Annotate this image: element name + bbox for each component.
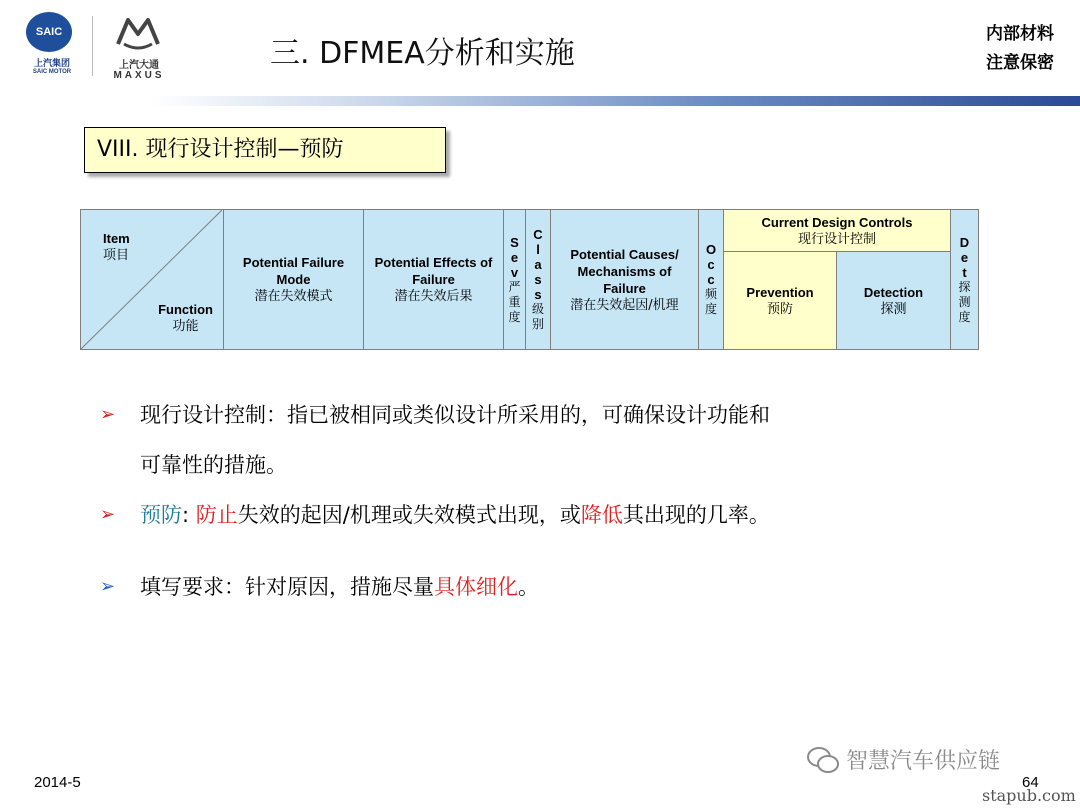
causes-en-3: Failure [603,280,646,296]
occ-char: c [707,272,715,287]
failure-mode-cn: 潜在失效模式 [254,289,333,304]
saic-logo-cn: 上汽集团 [33,59,70,69]
item-label-en: Item [103,231,130,246]
bullet-2-label: 预防 [140,503,182,527]
effects-en: Potential Effects of Failure [374,255,493,287]
det-char: 探 [958,279,971,294]
arrow-bullet-icon: ➢ [100,504,116,525]
item-function-cell [81,210,224,350]
sev-char: 度 [508,309,521,324]
occ-char: c [707,257,715,272]
saic-logo-en: SAIC MOTOR [32,69,72,75]
det-char: 测 [958,294,971,309]
saic-logo-mark: SAIC [26,12,72,52]
current-controls-header [724,210,951,252]
footer-date: 2014-5 [34,774,81,791]
det-char: D [959,234,970,250]
site-watermark: stapub.com [982,786,1076,805]
detection-header [837,252,951,350]
bullet-2-colon: : [182,503,196,527]
dfmea-header-table [80,209,979,350]
watermark [806,744,1000,775]
confidential-line-2: 注意保密 [986,53,1054,73]
arrow-bullet-icon: ➢ [100,576,116,597]
sev-char: 严 [508,279,521,294]
detection-cn: 探测 [880,301,907,317]
sev-char: v [510,264,519,280]
bullet-item [100,562,980,612]
logo-divider [92,16,93,76]
bullet-2-middle: 失效的起因/机理或失效模式出现，或 [237,503,581,527]
class-char: C [533,227,543,242]
class-char: 别 [531,317,544,331]
watermark-text: 智慧汽车供应链 [846,749,1001,774]
header-gradient-bar [150,96,1080,106]
bullet-3-text: 填写要求：针对原因，措施尽量 [140,575,434,599]
det-char: t [962,264,967,280]
maxus-logo-cn: 上汽大通 [119,60,159,71]
occ-char: 频 [704,287,717,301]
det-char: e [960,249,969,265]
bullet-1-continuation: 可靠性的措施。 [140,453,287,477]
failure-mode-en: Potential Failure Mode [242,255,345,287]
occ-char: O [705,242,717,257]
causes-header [551,210,699,350]
maxus-emblem-icon [114,14,162,50]
prevention-header [724,252,837,350]
effects-cn: 潜在失效后果 [394,289,473,304]
confidential-line-1: 内部材料 [986,24,1054,44]
sev-char: S [510,234,519,250]
section-title: VIII. 现行设计控制—预防 [84,127,446,173]
detection-rating-header [951,210,979,350]
causes-en-2: Mechanisms of [577,263,672,279]
bullet-3-end: 。 [518,575,539,599]
page-title: 三. DFMEA分析和实施 [270,36,575,71]
prevention-en: Prevention [746,284,814,300]
controls-en: Current Design Controls [761,214,913,230]
wechat-icon [806,746,840,774]
det-char: 度 [958,309,971,324]
bullet-1-text: 现行设计控制：指已被相同或类似设计所采用的，可确保设计功能和 [140,403,770,427]
detection-en: Detection [863,284,924,300]
effects-header [364,210,504,350]
function-label-cn: 功能 [172,319,199,334]
occ-char: 度 [704,302,717,316]
controls-cn: 现行设计控制 [797,231,876,247]
bullet-2-end: 其出现的几率。 [622,503,770,527]
occurrence-header [699,210,724,350]
page-number: 64 [1022,774,1039,791]
class-header [526,210,551,350]
bullet-2-highlight-2: 降低 [580,503,623,527]
causes-cn: 潜在失效起因/机理 [570,297,679,313]
causes-en-1: Potential Causes/ [570,246,679,262]
bullet-list [100,390,980,612]
saic-logo [24,12,76,78]
confidential-label [986,20,1054,78]
sev-char: 重 [508,294,521,309]
failure-mode-header [224,210,364,350]
class-char: 级 [531,302,544,316]
maxus-logo [104,12,174,81]
bullet-2-highlight-1: 防止 [195,503,238,527]
maxus-logo-en: MAXUS [113,70,165,81]
sev-char: e [510,249,519,265]
item-label-cn: 项目 [103,248,130,263]
class-char: s [534,287,542,302]
class-char: s [534,272,542,287]
severity-header [504,210,526,350]
arrow-bullet-icon: ➢ [100,404,116,425]
prevention-cn: 预防 [766,301,793,317]
bullet-item [100,490,980,540]
class-char: a [534,257,542,272]
bullet-item [100,390,980,490]
function-label-en: Function [158,302,213,317]
bullet-3-highlight: 具体细化 [434,575,518,599]
class-char: l [536,242,540,257]
